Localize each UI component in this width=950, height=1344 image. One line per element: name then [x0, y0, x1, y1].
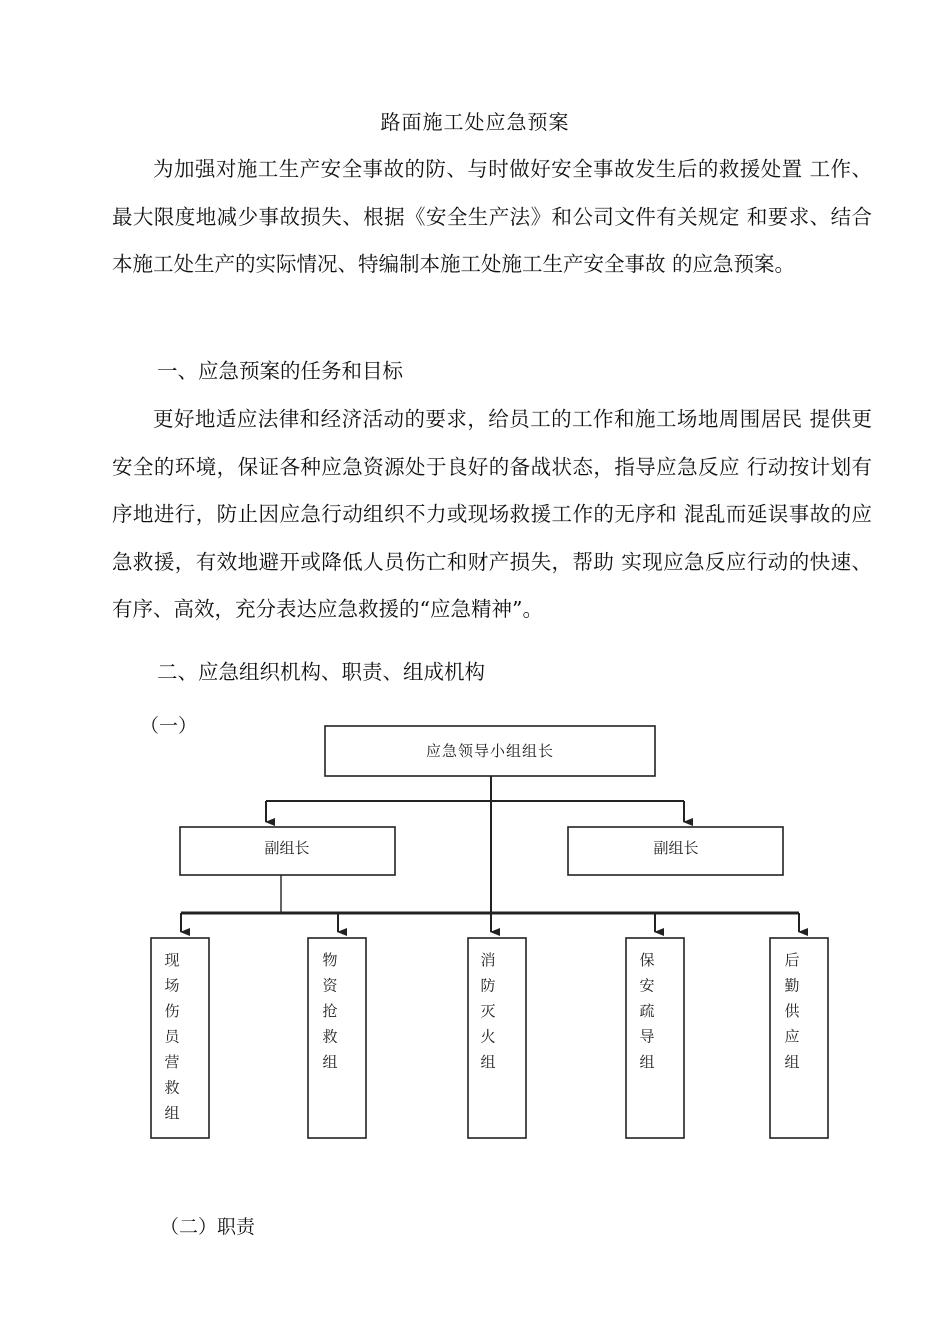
- org-chart: [0, 710, 950, 1170]
- intro-paragraph: 为加强对施工生产安全事故的防、与时做好安全事故发生后的救援处置 工作、最大限度地减少事故损失、根据《安全生产法》和公司文件有关规定 和要求、结合本施工处生产的实际情况、特编制本施工处施工生产安全事故 的应急预案。: [112, 157, 872, 276]
- page-title: 路面施工处应急预案: [380, 110, 570, 134]
- team-label-3: 消防灭火组: [480, 951, 496, 1071]
- deputy-left-label: 副组长: [264, 839, 310, 857]
- sub1-label: （一）: [140, 715, 198, 737]
- section1-paragraph: 更好地适应法律和经济活动的要求，给员工的工作和施工场地周围居民 提供更安全的环境，保证各种应急资源处于良好的备战状态，指导应急反应 行动按计划有序地进行，防止因应急行动组织不力或现场救援工作的无序和 混乱而延误事故的应急救援，有效地避开或降低人员伤亡和财产损失，帮助 实现应急反应行动的快速、有序、高效，充分表达应急救援的“应急精神”。: [112, 407, 872, 621]
- leader-label: 应急领导小组组长: [425, 742, 555, 760]
- team-label-1: 现场伤员营救组: [164, 951, 180, 1122]
- team-box-1: [151, 938, 209, 1138]
- sub2-label: （二）职责: [160, 1216, 256, 1238]
- team-box-3: [468, 938, 526, 1138]
- team-label-2: 物资抢救组: [322, 951, 338, 1071]
- section2-heading: 二、应急组织机构、职责、组成机构: [157, 660, 485, 684]
- team-label-5: 后勤供应组: [784, 951, 800, 1071]
- deputy-right-label: 副组长: [653, 839, 699, 857]
- team-label-4: 保安疏导组: [639, 951, 655, 1071]
- section1-heading: 一、应急预案的任务和目标: [157, 359, 403, 383]
- team-box-4: [626, 938, 684, 1138]
